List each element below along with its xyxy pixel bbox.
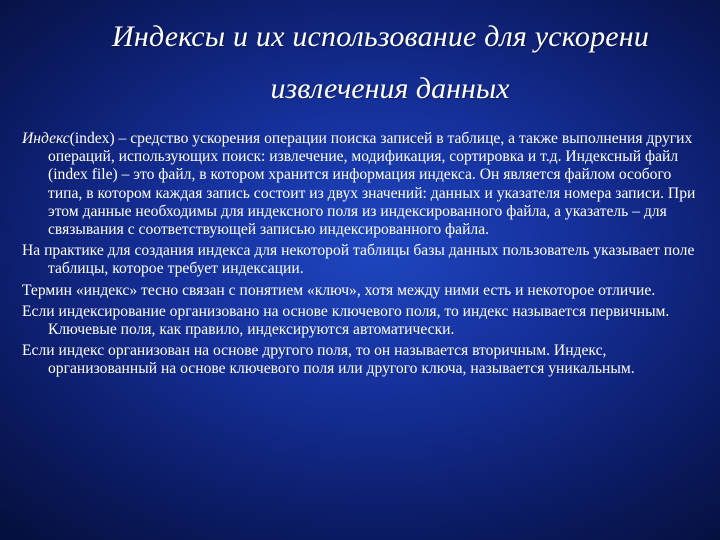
paragraph-primary-index: Если индексирование организовано на основе ключевого поля, то индекс называется первичным. Ключевые поля, как правило, индексируются автоматически. [22, 302, 670, 339]
slide-title-line-2: извлечения данных [270, 72, 510, 105]
slide-title-line-1: Индексы и их использование для ускорени [112, 20, 650, 53]
paragraph-secondary-index: Если индекс организован на основе другого поля, то он называется вторичным. Индекс, организованный на основе ключевого поля или другого ключа, называется уникальным. [22, 342, 635, 378]
paragraph-term-key: Термин «индекс» тесно связан с понятием «ключ», хотя между ними есть и некоторое отличие. [22, 281, 656, 299]
index-definition-text: (index) – средство ускорения операции поиска записей в таблице, а также выполнения других операций, использующих поиск: извлечение, модификация, сортировка и т.д. Индексный файл (index file) – это файл, в котором хранится информация индекса. Он является файлом особого типа, в котором каждая запись состоит из двух значений: данных и указателя номера записи. При этом данные необходимы для индексного поля из индексированного файла, а указатель – для связывания с соответствующей записью индексированного файла. [48, 130, 696, 239]
paragraph-index-definition [22, 130, 702, 239]
slide-body [22, 130, 702, 382]
paragraph-practice: На практике для создания индекса для некоторой таблицы базы данных пользователь указывает поле таблицы, которое требует индексации. [22, 242, 695, 278]
term-index: Индекс [22, 130, 70, 147]
